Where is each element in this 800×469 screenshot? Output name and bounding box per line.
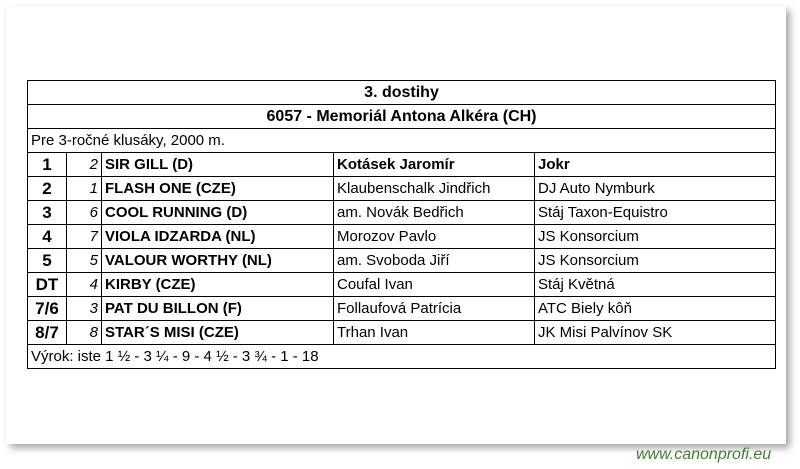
horse-cell: VIOLA IDZARDA (NL) — [102, 225, 334, 249]
race-name-row — [28, 105, 776, 129]
place-cell: 5 — [28, 249, 67, 273]
owner-cell: JS Konsorcium — [535, 225, 776, 249]
driver-cell: Trhan Ivan — [334, 321, 535, 345]
number-cell: 2 — [67, 153, 102, 177]
driver-cell: am. Novák Bedřich — [334, 201, 535, 225]
horse-cell: KIRBY (CZE) — [102, 273, 334, 297]
number-cell: 6 — [67, 201, 102, 225]
race-title: 3. dostihy — [28, 81, 776, 105]
owner-cell: Jokr — [535, 153, 776, 177]
owner-cell: Stáj Květná — [535, 273, 776, 297]
driver-cell: Klaubenschalk Jindřich — [334, 177, 535, 201]
race-conditions: Pre 3-ročné klusáky, 2000 m. — [28, 129, 776, 153]
number-cell: 4 — [67, 273, 102, 297]
result-row — [28, 201, 776, 225]
number-cell: 7 — [67, 225, 102, 249]
number-cell: 1 — [67, 177, 102, 201]
place-cell: 2 — [28, 177, 67, 201]
driver-cell: Morozov Pavlo — [334, 225, 535, 249]
result-row — [28, 297, 776, 321]
horse-cell: FLASH ONE (CZE) — [102, 177, 334, 201]
driver-cell: Follaufová Patrícia — [334, 297, 535, 321]
horse-cell: SIR GILL (D) — [102, 153, 334, 177]
result-row — [28, 177, 776, 201]
place-cell: DT — [28, 273, 67, 297]
number-cell: 8 — [67, 321, 102, 345]
place-cell: 1 — [28, 153, 67, 177]
place-cell: 3 — [28, 201, 67, 225]
place-cell: 8/7 — [28, 321, 67, 345]
result-row — [28, 153, 776, 177]
owner-cell: JK Misi Palvínov SK — [535, 321, 776, 345]
number-cell: 3 — [67, 297, 102, 321]
race-results-table — [27, 80, 776, 369]
horse-cell: VALOUR WORTHY (NL) — [102, 249, 334, 273]
driver-cell: Coufal Ivan — [334, 273, 535, 297]
number-cell: 5 — [67, 249, 102, 273]
result-row — [28, 321, 776, 345]
place-cell: 4 — [28, 225, 67, 249]
horse-cell: STAR´S MISI (CZE) — [102, 321, 334, 345]
race-conditions-row — [28, 129, 776, 153]
race-name: 6057 - Memoriál Antona Alkéra (CH) — [28, 105, 776, 129]
verdict-row — [28, 345, 776, 369]
owner-cell: DJ Auto Nymburk — [535, 177, 776, 201]
driver-cell: Kotásek Jaromír — [334, 153, 535, 177]
owner-cell: Stáj Taxon-Equistro — [535, 201, 776, 225]
owner-cell: ATC Biely kôň — [535, 297, 776, 321]
horse-cell: PAT DU BILLON (F) — [102, 297, 334, 321]
place-cell: 7/6 — [28, 297, 67, 321]
result-row — [28, 249, 776, 273]
verdict-text: Výrok: iste 1 ½ - 3 ¼ - 9 - 4 ½ - 3 ¾ - 1 - 18 — [28, 345, 776, 369]
result-row — [28, 273, 776, 297]
result-row — [28, 225, 776, 249]
horse-cell: COOL RUNNING (D) — [102, 201, 334, 225]
race-title-row — [28, 81, 776, 105]
driver-cell: am. Svoboda Jiří — [334, 249, 535, 273]
owner-cell: JS Konsorcium — [535, 249, 776, 273]
watermark: www.canonprofi.eu — [636, 446, 772, 463]
